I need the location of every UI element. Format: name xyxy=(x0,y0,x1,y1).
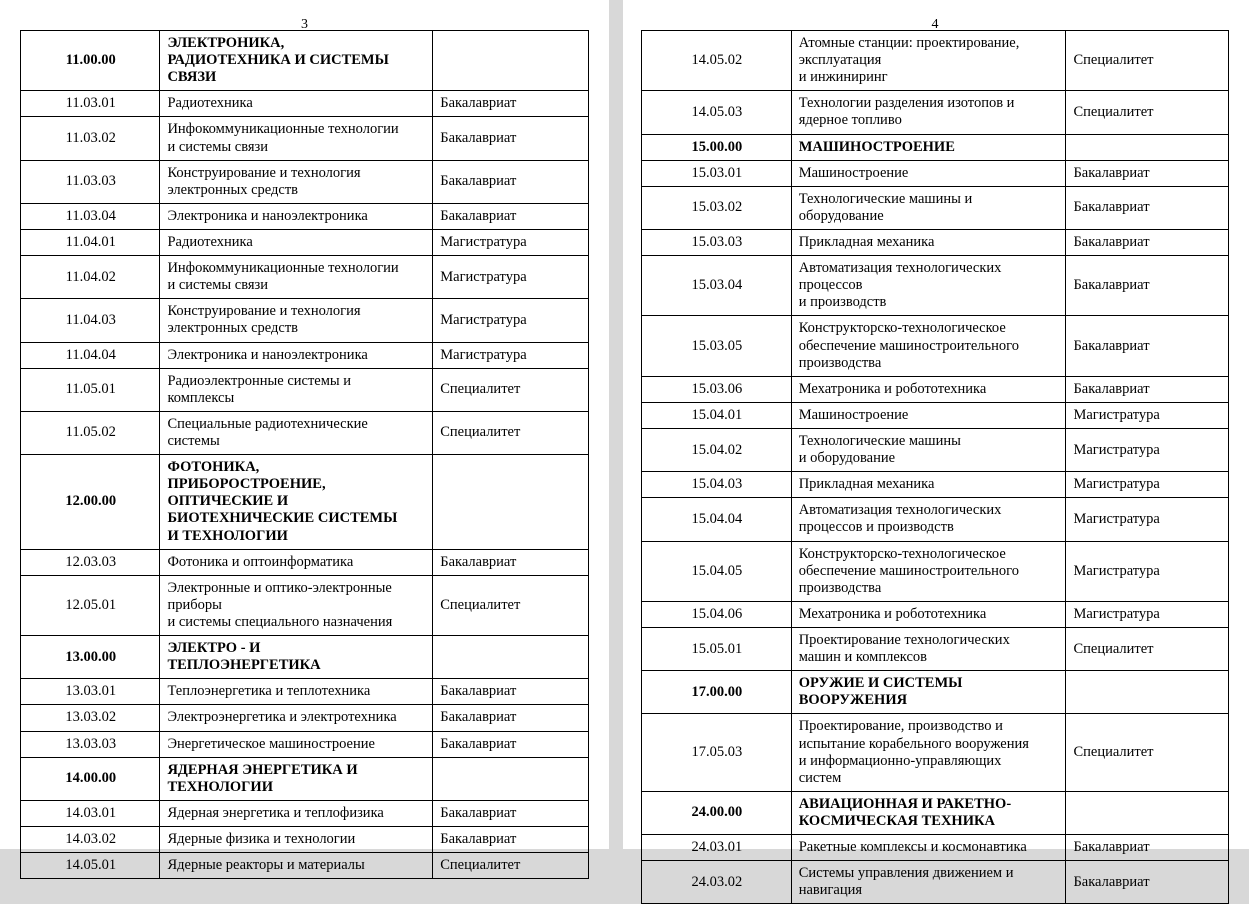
table-row xyxy=(642,671,1229,714)
education-level: Специалитет xyxy=(433,411,589,454)
education-level: Магистратура xyxy=(1066,472,1229,498)
specialty-code: 14.05.02 xyxy=(642,31,792,91)
education-level xyxy=(433,31,589,91)
specialty-code: 24.03.02 xyxy=(642,861,792,904)
specialty-code: 12.00.00 xyxy=(21,455,160,550)
specialty-code: 11.03.03 xyxy=(21,160,160,203)
education-level: Бакалавриат xyxy=(1066,256,1229,316)
education-level: Специалитет xyxy=(433,368,589,411)
table-row xyxy=(642,541,1229,601)
page-number-left: 3 xyxy=(301,17,308,32)
education-level: Бакалавриат xyxy=(1066,229,1229,255)
specialty-group-name: ЭЛЕКТРО - И ТЕПЛОЭНЕРГЕТИКА xyxy=(160,636,433,679)
specialty-code: 11.05.01 xyxy=(21,368,160,411)
education-level xyxy=(1066,671,1229,714)
education-level: Бакалавриат xyxy=(433,679,589,705)
specialty-name: Теплоэнергетика и теплотехника xyxy=(160,679,433,705)
specialty-code: 24.03.01 xyxy=(642,835,792,861)
table-row xyxy=(21,757,589,800)
specialty-code: 11.04.02 xyxy=(21,256,160,299)
education-level: Бакалавриат xyxy=(433,91,589,117)
specialty-group-name: МАШИНОСТРОЕНИЕ xyxy=(791,134,1066,160)
education-level: Магистратура xyxy=(1066,601,1229,627)
table-row xyxy=(642,627,1229,670)
table-row xyxy=(21,160,589,203)
specialty-code: 15.03.05 xyxy=(642,316,792,376)
specialty-code: 13.03.02 xyxy=(21,705,160,731)
specialty-code: 14.05.01 xyxy=(21,853,160,879)
table-row xyxy=(21,636,589,679)
specialty-code: 15.04.06 xyxy=(642,601,792,627)
table-row xyxy=(21,411,589,454)
specialty-code: 11.04.01 xyxy=(21,229,160,255)
specialty-code: 15.03.06 xyxy=(642,376,792,402)
table-row xyxy=(642,428,1229,471)
specialty-code: 15.04.05 xyxy=(642,541,792,601)
table-row xyxy=(642,601,1229,627)
table-row xyxy=(642,714,1229,791)
education-level: Специалитет xyxy=(1066,627,1229,670)
specialty-group-name: ФОТОНИКА, ПРИБОРОСТРОЕНИЕ, ОПТИЧЕСКИЕ И БИОТЕХНИЧЕСКИЕ СИСТЕМЫ И ТЕХНОЛОГИИ xyxy=(160,455,433,550)
specialty-code: 12.03.03 xyxy=(21,549,160,575)
education-level: Бакалавриат xyxy=(1066,835,1229,861)
page-number-right: 4 xyxy=(931,17,939,32)
education-level: Специалитет xyxy=(1066,91,1229,134)
table-row xyxy=(21,679,589,705)
specialty-name: Энергетическое машиностроение xyxy=(160,731,433,757)
specialty-name: Фотоника и оптоинформатика xyxy=(160,549,433,575)
education-level: Бакалавриат xyxy=(433,826,589,852)
table-row xyxy=(21,549,589,575)
specialty-code: 11.00.00 xyxy=(21,31,160,91)
specialty-code: 15.03.01 xyxy=(642,160,792,186)
table-row xyxy=(21,117,589,160)
specialty-code: 14.00.00 xyxy=(21,757,160,800)
page-gutter xyxy=(609,0,623,849)
table-row xyxy=(642,31,1229,91)
specialty-name: Конструкторско-технологическое обеспечение машиностроительного производства xyxy=(791,541,1066,601)
education-level: Бакалавриат xyxy=(433,117,589,160)
specialty-code: 15.03.04 xyxy=(642,256,792,316)
specialties-table-left xyxy=(20,30,589,879)
specialty-group-name: ОРУЖИЕ И СИСТЕМЫ ВООРУЖЕНИЯ xyxy=(791,671,1066,714)
specialty-name: Инфокоммуникационные технологии и системы связи xyxy=(160,117,433,160)
education-level xyxy=(1066,134,1229,160)
table-row xyxy=(21,800,589,826)
specialty-name: Проектирование, производство и испытание корабельного вооружения и информационно-управляющих систем xyxy=(791,714,1066,791)
specialty-name: Ядерная энергетика и теплофизика xyxy=(160,800,433,826)
table-row xyxy=(642,376,1229,402)
table-row xyxy=(642,791,1229,834)
education-level xyxy=(433,455,589,550)
education-level: Магистратура xyxy=(433,342,589,368)
specialty-name: Проектирование технологических машин и комплексов xyxy=(791,627,1066,670)
specialty-code: 13.00.00 xyxy=(21,636,160,679)
specialty-name: Прикладная механика xyxy=(791,229,1066,255)
table-row xyxy=(21,342,589,368)
specialty-code: 13.03.03 xyxy=(21,731,160,757)
specialty-code: 17.00.00 xyxy=(642,671,792,714)
specialty-code: 11.03.01 xyxy=(21,91,160,117)
table-row xyxy=(21,705,589,731)
education-level: Бакалавриат xyxy=(1066,861,1229,904)
education-level: Бакалавриат xyxy=(1066,160,1229,186)
education-level: Магистратура xyxy=(1066,541,1229,601)
education-level: Бакалавриат xyxy=(433,160,589,203)
specialty-code: 15.04.02 xyxy=(642,428,792,471)
specialty-name: Конструирование и технология электронных средств xyxy=(160,160,433,203)
specialty-code: 15.04.04 xyxy=(642,498,792,541)
table-row xyxy=(642,402,1229,428)
education-level: Специалитет xyxy=(1066,714,1229,791)
table-row xyxy=(642,472,1229,498)
education-level: Специалитет xyxy=(433,853,589,879)
table-row xyxy=(21,203,589,229)
table-row xyxy=(642,256,1229,316)
specialty-name: Системы управления движением и навигация xyxy=(791,861,1066,904)
education-level: Специалитет xyxy=(433,575,589,635)
table-row xyxy=(21,299,589,342)
specialty-group-name: ЯДЕРНАЯ ЭНЕРГЕТИКА И ТЕХНОЛОГИИ xyxy=(160,757,433,800)
specialty-name: Мехатроника и робототехника xyxy=(791,376,1066,402)
specialty-name: Электроника и наноэлектроника xyxy=(160,342,433,368)
specialty-name: Автоматизация технологических процессов и производств xyxy=(791,256,1066,316)
specialty-code: 11.04.03 xyxy=(21,299,160,342)
education-level: Бакалавриат xyxy=(433,549,589,575)
table-row xyxy=(642,316,1229,376)
table-row xyxy=(642,498,1229,541)
specialty-name: Специальные радиотехнические системы xyxy=(160,411,433,454)
specialty-code: 15.03.03 xyxy=(642,229,792,255)
specialty-name: Ядерные реакторы и материалы xyxy=(160,853,433,879)
specialty-name: Машиностроение xyxy=(791,402,1066,428)
specialty-code: 13.03.01 xyxy=(21,679,160,705)
specialty-code: 14.03.02 xyxy=(21,826,160,852)
specialty-group-name: АВИАЦИОННАЯ И РАКЕТНО- КОСМИЧЕСКАЯ ТЕХНИКА xyxy=(791,791,1066,834)
education-level: Магистратура xyxy=(433,256,589,299)
specialty-code: 11.03.04 xyxy=(21,203,160,229)
education-level: Специалитет xyxy=(1066,31,1229,91)
specialty-name: Радиотехника xyxy=(160,91,433,117)
table-row xyxy=(21,575,589,635)
table-row xyxy=(21,91,589,117)
specialty-code: 11.05.02 xyxy=(21,411,160,454)
specialty-name: Технологии разделения изотопов и ядерное топливо xyxy=(791,91,1066,134)
table-row xyxy=(642,861,1229,904)
specialty-name: Мехатроника и робототехника xyxy=(791,601,1066,627)
page-left xyxy=(0,0,609,874)
table-row xyxy=(21,229,589,255)
specialty-name: Машиностроение xyxy=(791,160,1066,186)
table-row xyxy=(642,160,1229,186)
specialty-code: 15.04.03 xyxy=(642,472,792,498)
specialty-name: Прикладная механика xyxy=(791,472,1066,498)
education-level: Бакалавриат xyxy=(1066,316,1229,376)
table-row xyxy=(21,31,589,91)
table-row xyxy=(21,853,589,879)
specialty-code: 17.05.03 xyxy=(642,714,792,791)
specialty-code: 11.03.02 xyxy=(21,117,160,160)
education-level: Магистратура xyxy=(433,229,589,255)
education-level: Бакалавриат xyxy=(433,203,589,229)
specialties-table-right xyxy=(641,30,1229,904)
specialty-name: Электроэнергетика и электротехника xyxy=(160,705,433,731)
specialty-name: Радиотехника xyxy=(160,229,433,255)
education-level xyxy=(433,636,589,679)
specialty-name: Конструкторско-технологическое обеспечение машиностроительного производства xyxy=(791,316,1066,376)
specialty-group-name: ЭЛЕКТРОНИКА, РАДИОТЕХНИКА И СИСТЕМЫ СВЯЗИ xyxy=(160,31,433,91)
specialty-name: Автоматизация технологических процессов и производств xyxy=(791,498,1066,541)
specialty-name: Радиоэлектронные системы и комплексы xyxy=(160,368,433,411)
specialty-code: 12.05.01 xyxy=(21,575,160,635)
education-level: Бакалавриат xyxy=(433,705,589,731)
table-row xyxy=(642,134,1229,160)
specialty-name: Инфокоммуникационные технологии и системы связи xyxy=(160,256,433,299)
specialty-name: Технологические машины и оборудование xyxy=(791,428,1066,471)
specialty-code: 15.04.01 xyxy=(642,402,792,428)
table-row xyxy=(21,455,589,550)
table-row xyxy=(642,835,1229,861)
education-level: Бакалавриат xyxy=(433,800,589,826)
education-level: Бакалавриат xyxy=(433,731,589,757)
table-row xyxy=(21,368,589,411)
table-row xyxy=(642,186,1229,229)
table-row xyxy=(642,229,1229,255)
education-level: Магистратура xyxy=(1066,498,1229,541)
specialty-code: 11.04.04 xyxy=(21,342,160,368)
specialty-name: Ядерные физика и технологии xyxy=(160,826,433,852)
education-level xyxy=(1066,791,1229,834)
specialty-code: 24.00.00 xyxy=(642,791,792,834)
specialty-code: 14.05.03 xyxy=(642,91,792,134)
table-body-left xyxy=(21,31,589,879)
specialty-code: 15.05.01 xyxy=(642,627,792,670)
education-level: Бакалавриат xyxy=(1066,186,1229,229)
specialty-name: Электронные и оптико-электронные приборы и системы специального назначения xyxy=(160,575,433,635)
specialty-code: 15.03.02 xyxy=(642,186,792,229)
specialty-name: Электроника и наноэлектроника xyxy=(160,203,433,229)
specialty-name: Атомные станции: проектирование, эксплуатация и инжиниринг xyxy=(791,31,1066,91)
education-level: Бакалавриат xyxy=(1066,376,1229,402)
education-level: Магистратура xyxy=(1066,428,1229,471)
education-level xyxy=(433,757,589,800)
specialty-code: 15.00.00 xyxy=(642,134,792,160)
specialty-name: Ракетные комплексы и космонавтика xyxy=(791,835,1066,861)
table-row xyxy=(21,731,589,757)
specialty-name: Конструирование и технология электронных средств xyxy=(160,299,433,342)
specialty-code: 14.03.01 xyxy=(21,800,160,826)
table-row xyxy=(21,256,589,299)
page-right xyxy=(623,0,1249,899)
specialty-name: Технологические машины и оборудование xyxy=(791,186,1066,229)
table-row xyxy=(642,91,1229,134)
education-level: Магистратура xyxy=(433,299,589,342)
table-body-right xyxy=(642,31,1229,904)
education-level: Магистратура xyxy=(1066,402,1229,428)
